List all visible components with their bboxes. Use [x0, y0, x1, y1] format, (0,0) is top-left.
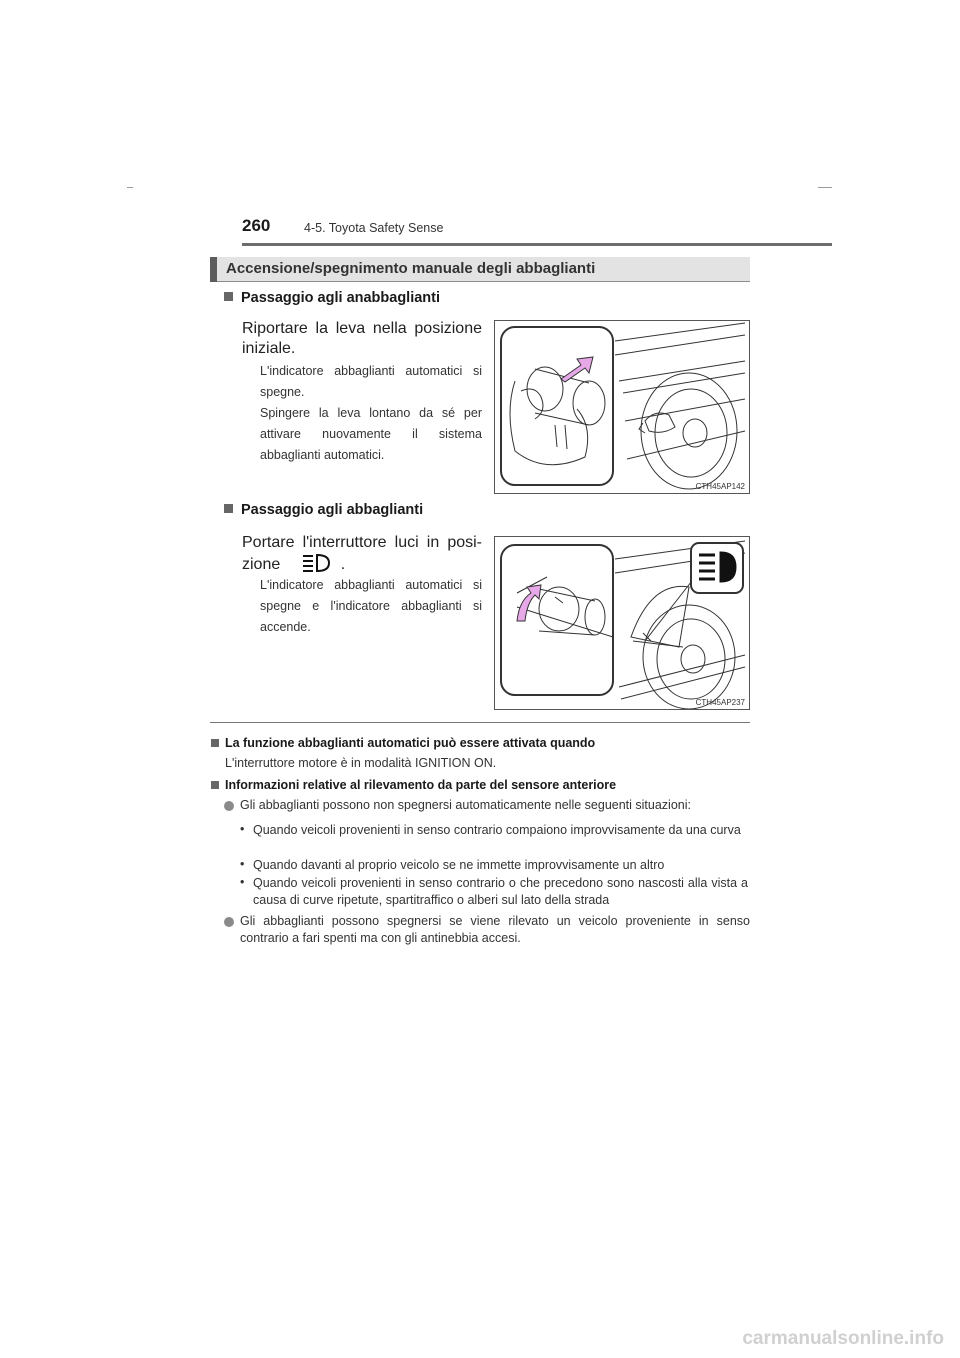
sensor-subitem-2: Quando davanti al proprio veicolo se ne immette improvvisamente un altro	[253, 858, 665, 872]
note-heading-text: La funzione abbaglianti automatici può essere attivata quando	[225, 736, 596, 750]
note-indicator-off: L'indicatore abbaglianti automatici si spegne.	[260, 364, 482, 399]
note-heading-activation	[211, 736, 595, 750]
bullet-dot-icon: •	[240, 857, 245, 871]
note-reactivate: Spingere la leva lontano da sé per attivare nuovamente il sistema abbaglianti automatici.	[260, 406, 482, 462]
bullet-dot-icon: •	[240, 822, 245, 836]
section-title-bar	[210, 257, 217, 282]
bullet-dot-icon: •	[240, 875, 245, 889]
instruction-text: zione	[242, 556, 281, 573]
note-heading-sensor	[211, 778, 616, 792]
figure-lever-low-beam	[494, 320, 750, 494]
crop-mark-left	[127, 187, 133, 188]
note-heading-text: Informazioni relative al rilevamento da parte del sensore anteriore	[225, 778, 617, 792]
figure-code: CTH45AP237	[695, 698, 745, 707]
square-bullet-icon	[211, 781, 219, 789]
section-breadcrumb: 4-5. Toyota Safety Sense	[304, 221, 444, 235]
sensor-item-1: Gli abbaglianti possono non spegnersi automaticamente nelle seguenti situazioni:	[240, 798, 691, 812]
sensor-item-2: Gli abbaglianti possono spegnersi se viene rilevato un veicolo proveniente in senso contrario a fari spenti ma con gli antinebbia accesi.	[240, 914, 750, 945]
crop-mark-right	[818, 187, 832, 188]
svg-text:carmanualsonline.info: carmanualsonline.info	[742, 1328, 944, 1349]
subheading-text: Passaggio agli abbaglianti	[241, 502, 424, 518]
section-divider	[210, 722, 750, 723]
note-indicator-on: L'indicatore abbaglianti automatici si spegne e l'indicatore abbaglianti si accende.	[260, 578, 482, 634]
instruction-line-1: Portare l'interruttore luci in posi-	[242, 534, 482, 551]
figure-lever-high-beam	[494, 536, 750, 710]
figure-code: CTH45AP142	[695, 482, 745, 491]
high-beam-icon	[301, 552, 331, 574]
sensor-subitem-3: Quando veicoli provenienti in senso contrario o che precedono sono nascosti alla vista a causa di curve ripetute, spartitraffico o alberi sul lato della strada	[253, 876, 748, 907]
square-bullet-icon	[224, 504, 233, 513]
subheading-low-beam	[224, 290, 440, 306]
sensor-subitem-1: Quando veicoli provenienti in senso contrario compaiono improvvisamente da una curva	[253, 823, 741, 837]
instruction-line-1: Riportare la leva nella posizione	[242, 320, 482, 337]
section-title: Accensione/spegnimento manuale degli abbaglianti	[226, 260, 596, 277]
round-bullet-icon	[224, 801, 234, 811]
lever-illustration	[495, 321, 750, 494]
instruction-line-2: iniziale.	[242, 340, 296, 357]
page-number: 260	[242, 216, 271, 235]
section-title-box	[210, 257, 750, 282]
round-bullet-icon	[224, 917, 234, 927]
watermark-logo	[646, 1322, 946, 1352]
subheading-high-beam	[224, 502, 423, 518]
instruction-text: .	[340, 556, 346, 573]
lever-illustration	[495, 537, 750, 710]
square-bullet-icon	[211, 739, 219, 747]
square-bullet-icon	[224, 292, 233, 301]
subheading-text: Passaggio agli anabbaglianti	[241, 290, 441, 306]
header-rule	[242, 243, 832, 246]
note-text-ignition: L'interruttore motore è in modalità IGNITION ON.	[225, 756, 497, 770]
